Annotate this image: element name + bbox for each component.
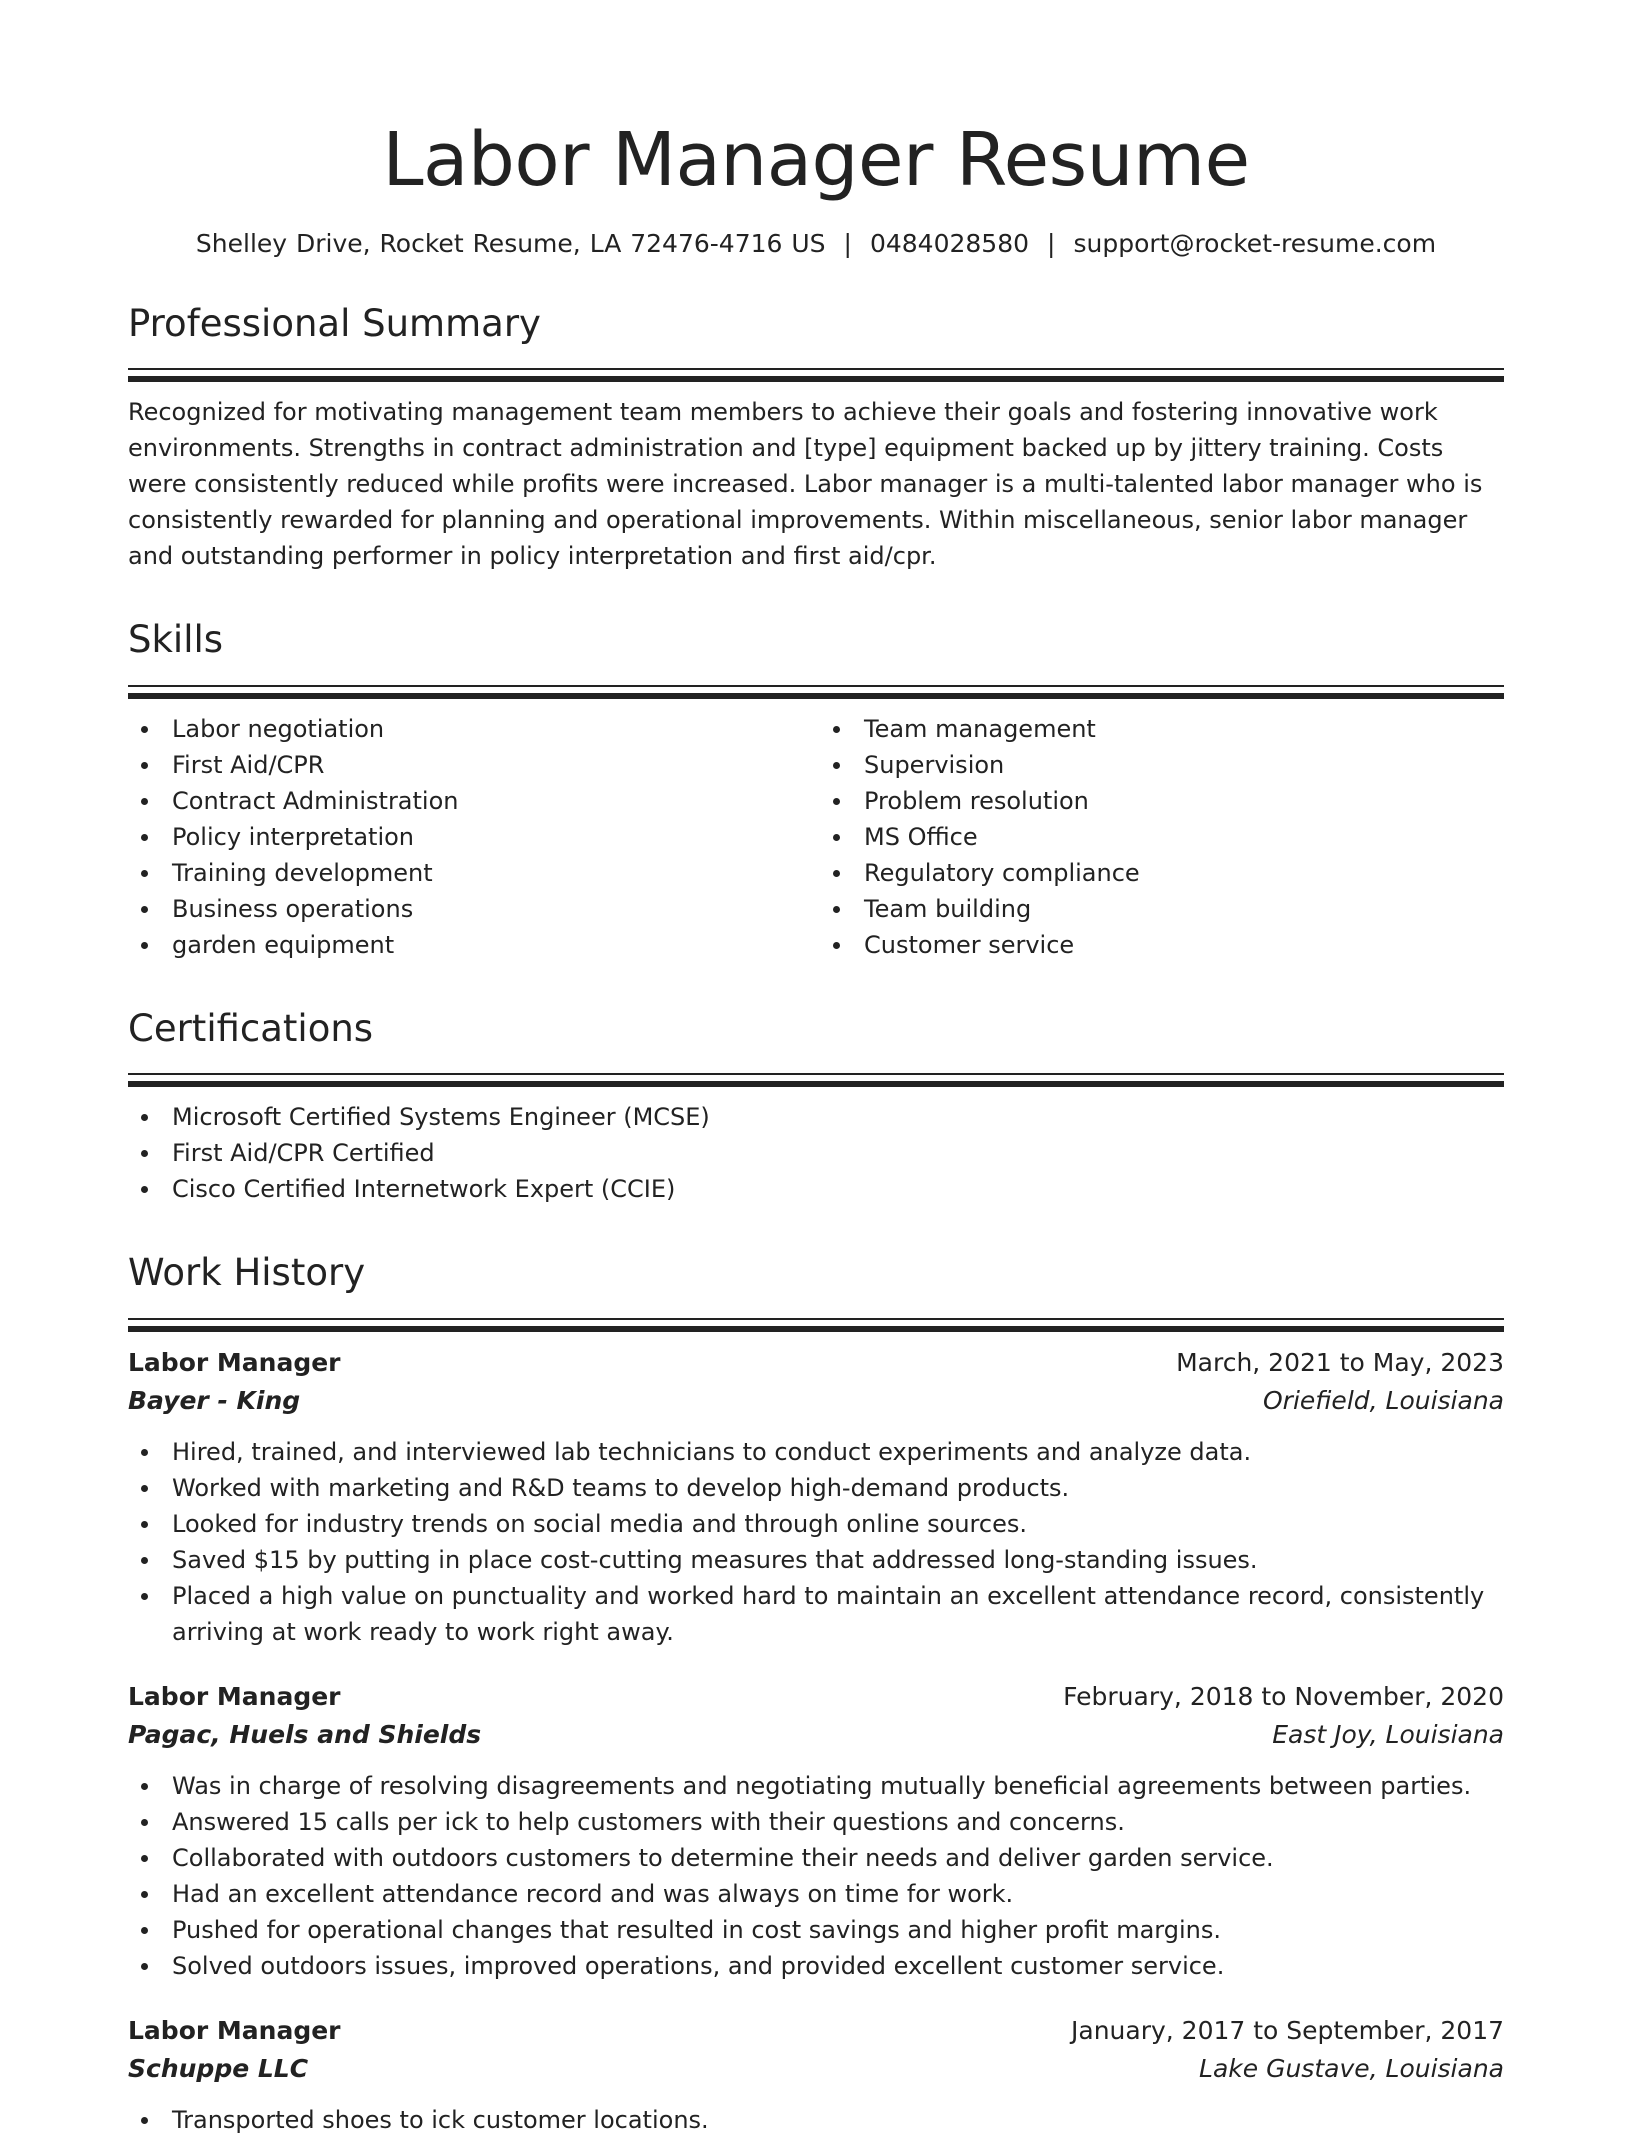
job-company-row: [128, 2050, 1504, 2088]
section-divider: [128, 685, 1504, 697]
work-section-header: [128, 1251, 1504, 1329]
job-bullet: Hired, trained, and interviewed lab technicians to conduct experiments and analyze data.: [128, 1434, 1504, 1470]
certifications-list: [128, 1099, 1504, 1207]
job-bullet: Transported shoes to ick customer locations.: [128, 2102, 1504, 2138]
resume-title: Labor Manager Resume: [382, 117, 1250, 203]
job-bullets: [128, 2102, 1504, 2138]
certifications-heading: Certifications: [128, 1006, 374, 1050]
job-bullets: [128, 1434, 1504, 1650]
job-bullet: Worked with marketing and R&D teams to develop high-demand products.: [128, 1470, 1504, 1506]
certification-item: Cisco Certified Internetwork Expert (CCIE): [128, 1171, 1504, 1207]
skill-item: Labor negotiation: [128, 711, 816, 747]
job-title-row: [128, 2012, 1504, 2050]
job-entry: [128, 1678, 1504, 1984]
job-bullet: Looked for industry trends on social media and through online sources.: [128, 1506, 1504, 1542]
job-dates: March, 2021 to May, 2023: [1176, 1347, 1504, 1377]
skill-item: First Aid/CPR: [128, 747, 816, 783]
certification-item: Microsoft Certified Systems Engineer (MCSE): [128, 1099, 1504, 1135]
skills-list-left: [128, 711, 816, 963]
job-location: Lake Gustave, Louisiana: [1199, 2053, 1504, 2083]
skill-item: Business operations: [128, 891, 816, 927]
summary-heading: Professional Summary: [128, 302, 541, 346]
job-bullet: Pushed for operational changes that resulted in cost savings and higher profit margins.: [128, 1912, 1504, 1948]
contact-phone: 0484028580: [869, 229, 1030, 259]
skills-list-right: [816, 711, 1504, 963]
job-entry: [128, 1344, 1504, 1650]
skills-columns: [128, 711, 1504, 963]
skill-item: Supervision: [820, 747, 1504, 783]
job-bullet: Answered 15 calls per ick to help customers with their questions and concerns.: [128, 1804, 1504, 1840]
job-location: East Joy, Louisiana: [1272, 1719, 1504, 1749]
contact-separator: |: [843, 229, 852, 259]
skill-item: Customer service: [820, 927, 1504, 963]
contact-line: [128, 229, 1504, 258]
summary-text: Recognized for motivating management team members to achieve their goals and fostering innovative work environments. Strengths in contract administration and [type] equipment backed up by jittery training. Costs were consistently reduced while profits were increased. Labor manager is a multi-talented labor manager who is consistently rewarded for planning and operational improvements. Within miscellaneous, senior labor manager and outstanding performer in policy interpretation and first aid/cpr.: [128, 398, 1483, 571]
job-title-row: [128, 1344, 1504, 1382]
skill-item: Contract Administration: [128, 783, 816, 819]
job-bullet: Saved $15 by putting in place cost-cutting measures that addressed long-standing issues.: [128, 1542, 1504, 1578]
job-company: Pagac, Huels and Shields: [128, 1719, 482, 1749]
job-bullet: Had an excellent attendance record and was always on time for work.: [128, 1876, 1504, 1912]
job-title: Labor Manager: [128, 2015, 341, 2045]
job-title: Labor Manager: [128, 1681, 341, 1711]
job-bullet: Collaborated with outdoors customers to determine their needs and deliver garden service.: [128, 1840, 1504, 1876]
job-title: Labor Manager: [128, 1347, 341, 1377]
contact-address: Shelley Drive, Rocket Resume, LA 72476-4716 US: [195, 229, 826, 259]
section-divider: [128, 1318, 1504, 1330]
skills-heading: Skills: [128, 618, 224, 662]
skill-item: Problem resolution: [820, 783, 1504, 819]
job-entry: [128, 2012, 1504, 2138]
section-divider: [128, 1073, 1504, 1085]
contact-email[interactable]: support@rocket-resume.com: [1073, 229, 1437, 259]
certifications-section-header: [128, 1007, 1504, 1085]
skills-section-header: [128, 618, 1504, 696]
skill-item: Policy interpretation: [128, 819, 816, 855]
skill-item: Training development: [128, 855, 816, 891]
skill-item: Team management: [820, 711, 1504, 747]
job-company: Schuppe LLC: [128, 2053, 309, 2083]
job-bullet: Placed a high value on punctuality and worked hard to maintain an excellent attendance record, consistently arriving at work ready to work right away.: [128, 1578, 1504, 1650]
job-dates: January, 2017 to September, 2017: [1071, 2015, 1504, 2045]
summary-section-header: [128, 302, 1504, 380]
certification-item: First Aid/CPR Certified: [128, 1135, 1504, 1171]
skill-item: MS Office: [820, 819, 1504, 855]
section-divider: [128, 368, 1504, 380]
job-bullet: Was in charge of resolving disagreements and negotiating mutually beneficial agreements between parties.: [128, 1768, 1504, 1804]
job-company-row: [128, 1382, 1504, 1420]
skill-item: Team building: [820, 891, 1504, 927]
job-bullets: [128, 1768, 1504, 1984]
work-heading: Work History: [128, 1251, 366, 1295]
job-company: Bayer - King: [128, 1385, 301, 1415]
job-company-row: [128, 1716, 1504, 1754]
job-location: Oriefield, Louisiana: [1263, 1385, 1504, 1415]
job-bullet: Solved outdoors issues, improved operations, and provided excellent customer service.: [128, 1948, 1504, 1984]
skill-item: garden equipment: [128, 927, 816, 963]
job-dates: February, 2018 to November, 2020: [1063, 1681, 1504, 1711]
job-title-row: [128, 1678, 1504, 1716]
skill-item: Regulatory compliance: [820, 855, 1504, 891]
contact-separator: |: [1047, 229, 1056, 259]
